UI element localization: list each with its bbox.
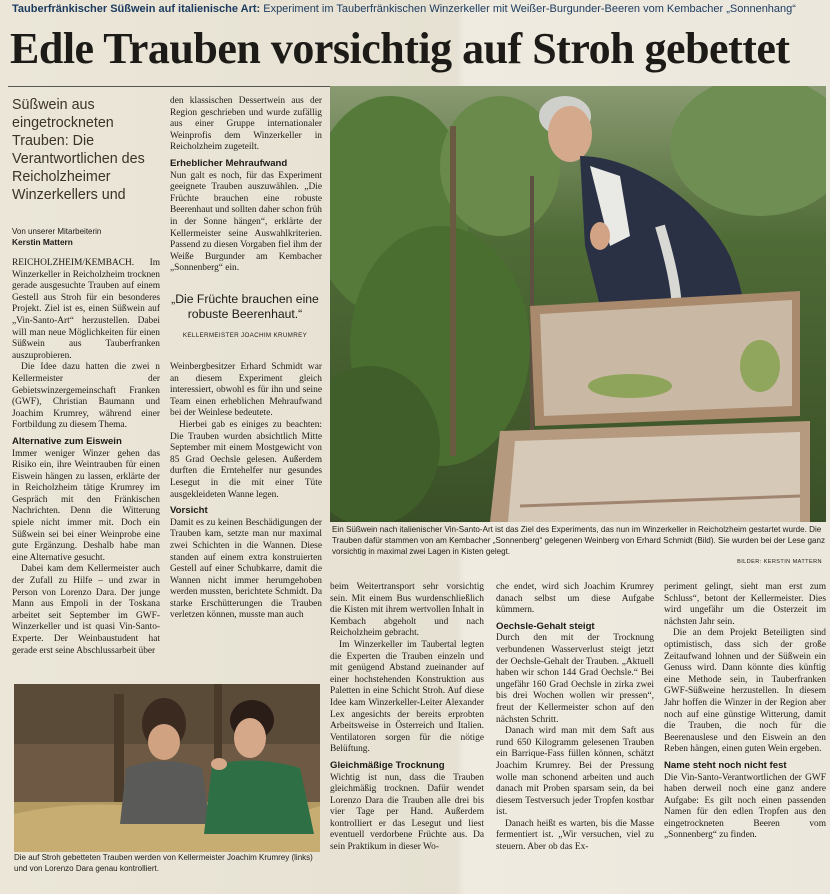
text-column-3 [330,582,484,894]
subheading: Alternative zum Eiswein [12,435,122,447]
byline-label: Von unserer Mitarbeiterin [12,227,102,236]
subheading: Gleichmäßige Trocknung [330,759,445,771]
photo-credit: BILDER: KERSTIN MATTERN [737,559,822,565]
paragraph: Damit es zu keinen Beschädigungen der Trauben kam, setzte man nur maximal zwei Schichten in die Wannen. Diese standen auf einem extra konstruierten Gestell auf einer Schubkarre, damit die Wannen nicht immer herumgehoben werden mussten, berichtete Schmidt. Da starke Erschütterungen die Trauben verletzen können, musste man auch [170,517,322,621]
paragraph: periment gelingt, sieht man erst zum Schluss“, betont der Kellermeister. Dies wird ungefähr um die Osterzeit im nächsten Jahr sein. [664,582,826,627]
paragraph: Die an dem Projekt Beteiligten sind optimistisch, dass sich der große Zeitaufwand lohnen und der Süßwein ein Genuss wird. Dann könnte dies künftig eine Methode sein, in Tauberfranken GWF-Süßweine herzustellen. In diesem Jahr hoffen die Winzer in der Region aber noch auf eine günstige Witterung, damit die Trauben, die noch für die Beerenauslese und den Eiswein an den Reben hängen, einen guten Wein ergeben. [664,628,826,755]
text-column-5 [664,582,826,894]
subheading: Oechsle-Gehalt steigt [496,620,595,632]
paragraph: Im Winzerkeller im Taubertal legten die Experten die Trauben einzeln und mit genügend Abstand zueinander auf einer hochstehenden Konstruktion aus Paletten in eine Schicht Stroh. Auf diese Idee kam Winzerkeller-Leiter Alexander Lex angesichts der bereits erprobten Arbeitsweise in Österreich und Italien. Ventilatoren sorgen für die nötige Belüftung. [330,639,484,755]
subheading: Name steht noch nicht fest [664,759,787,771]
paragraph: che endet, wird sich Joachim Krumrey danach selbst um diese Aufgabe kümmern. [496,582,654,616]
paragraph: den klassischen Dessertwein aus der Region geschrieben und wurde zufällig aus einer Gruppe internationaler Weinprofis dem Winzerkeller in Reicholzheim zugeteilt. [170,96,322,153]
paragraph: Danach wird man mit dem Saft aus rund 650 Kilogramm gelesenen Trauben ein Barrique-Fass füllen können, schätzt Joachim Krumrey. Bei der Pressung wolle man schonend arbeiten und auch danach mit Proben sparsam sein, da bei diesem Testversuch jeder Tropfen kostbar ist. [496,726,654,818]
kicker-subline: Experiment im Tauberfränkischen Winzerkeller mit Weißer-Burgunder-Beeren vom Kembacher „Sonnenhang“ [260,3,796,15]
paragraph: beim Weitertransport sehr vorsichtig sein. Mit einem Bus wurdenschließlich die Kisten mit ihrem wertvollen Inhalt in Kembach abgeholt und nach Reicholzheim gebracht. [330,582,484,639]
subheading: Vorsicht [170,505,208,517]
pull-quote [170,292,320,358]
paragraph: Danach heißt es warten, bis die Masse fermentiert ist. „Wir versuchen, viel zu steuern. Aber ob das Ex- [496,818,654,853]
pull-quote-text: „Die Früchte brauchen eine robuste Beerenhaut.“ [171,292,319,321]
kicker-topic: Tauberfränkischer Süßwein auf italienische Art: [12,3,261,15]
main-photo-caption [332,524,826,570]
paragraph: Durch den mit der Trocknung verbundenen Wasserverlust steigt jetzt der Oechsle-Gehalt der Trauben. „Aktuell haben wir schon 144 Grad Oechsle.“ Bei ungefähr 160 Grad Oechsle in zirka zwei bis drei Wochen wollen wir pressen“, freut der Kellermeister schon auf den nächsten Schritt. [496,633,654,725]
paragraph: Wichtig ist nun, dass die Trauben gleichmäßig trocknen. Dafür wendet Lorenzo Dara die Trauben alle drei bis vier Tage per Hand. Außerdem kontrolliert er das Lesegut und liest eventuell verdorbene Früchte aus. Da sein Praktikum in dieser Wo- [330,772,484,853]
paragraph: Die Idee dazu hatten die zwei n Kellermeister der Gebietswinzergemeinschaft Franken (GWF), Christian Baumann und Joachim Krumrey, während einer Fortbildung zu diesem Thema. [12,362,160,431]
second-photo-caption: Die auf Stroh gebetteten Trauben werden von Kellermeister Joachim Krumrey (links) und von Lorenzo Dara genau kontrolliert. [14,853,313,873]
paragraph: Weinbergbesitzer Erhard Schmidt war an diesem Experiment gleich interessiert, obwohl es für ihn und seine Team einen erheblichen Mehraufwand bei der Weinlese bedeutete. [170,362,322,419]
paragraph: Hierbei gab es einiges zu beachten: Die Trauben wurden absichtlich Mitte September mit einem Mostgewicht von 85 Grad Oechsle gelesen. Außerdem durften die Erntehelfer nur gesundes Lesegut in die mit einer Tüte ausgekleideten Wanne legen. [170,419,322,500]
text-column-2-bottom [170,362,322,668]
caption-text: Ein Süßwein nach italienischer Vin-Santo-Art ist das Ziel des Experiments, das nun im Winzerkeller in Reicholzheim gestartet wurde. Die Trauben dafür stammen von am Kembacher „Sonnenberg“ gelegenen Weinberg von Erhard Schmidt (Bild). Sie wurden bei der Lese ganz vorsichtig in maximal zwei Lagen in Kisten gelegt. [332,525,826,556]
article-headline: Edle Trauben vorsichtig auf Stroh gebettet [10,24,790,73]
byline [12,226,160,252]
paragraph: Die Vin-Santo-Verantwortlichen der GWF haben derweil noch eine ganz andere Aufgabe: Es gilt noch einen passenden Namen für den edlen Tropfen aus den eingetrockneten Beeren vom „Sonnenberg“ zu finden. [664,772,826,841]
article-lead: Süßwein aus eingetrockneten Trauben: Die Verantwortlichen des Reicholzheimer Winzerkellers und [12,97,145,203]
paragraph: Nun galt es noch, für das Experiment geeignete Trauben auszuwählen. „Die Früchte brauchen eine robuste Beerenhaut und sollten daher schon früh in der Sonne hängen“, erklärte der Kellermeister seine Auswahlkriterien. Passend zu diesen Vorgaben fiel ihm der Weiße Burgunder am Kembacher „Sonnenberg“ ein. [170,170,322,274]
pull-quote-attribution: KELLERMEISTER JOACHIM KRUMREY [182,332,308,339]
vineyard-harvest-photo [330,86,826,522]
subheading: Erheblicher Mehraufwand [170,157,288,169]
text-column-1 [12,258,160,666]
paragraph: REICHOLZHEIM/KEMBACH. Im Winzerkeller in Reicholzheim trocknen gerade ausgesuchte Trauben auf einem Gestell aus Stroh für ein besonderes Projekt. Ziel ist es, einen Süßwein auf „Vin-Santo-Art“ herzustellen. Dabei will man neue Möglichkeiten für einen Süßwein aus Tauberfranken auszuprobieren. [12,258,160,361]
byline-author: Kerstin Mattern [12,237,73,247]
paragraph: Dabei kam dem Kellermeister auch der Zufall zu Hilfe – und zwar in Person von Lorenzo Dara. Der junge Mann aus Empoli in der Toskana arbeitet seit September im GWF-Winzerkeller und ist quasi Vin-Santo-Experte. Der Weinbaustudent hat gerade erst seine Abschlussarbeit über [12,564,160,656]
text-column-4 [496,582,654,894]
text-column-2-top [170,96,322,288]
straw-drying-photo [14,684,320,852]
paragraph: Immer weniger Winzer gehen das Risiko ein, ihre Weintrauben für einen Eiswein hängen zu lassen, erklärte der in Reicholzheim tätige Krumrey im Gespräch mit den Fränkischen Nachrichten. Denn die Witterung spiele nicht immer mit. Doch ein Süßwein sei bei einer Weinprobe eine gute Ergänzung. Deshalb habe man eine Alternative gesucht. [12,448,160,563]
